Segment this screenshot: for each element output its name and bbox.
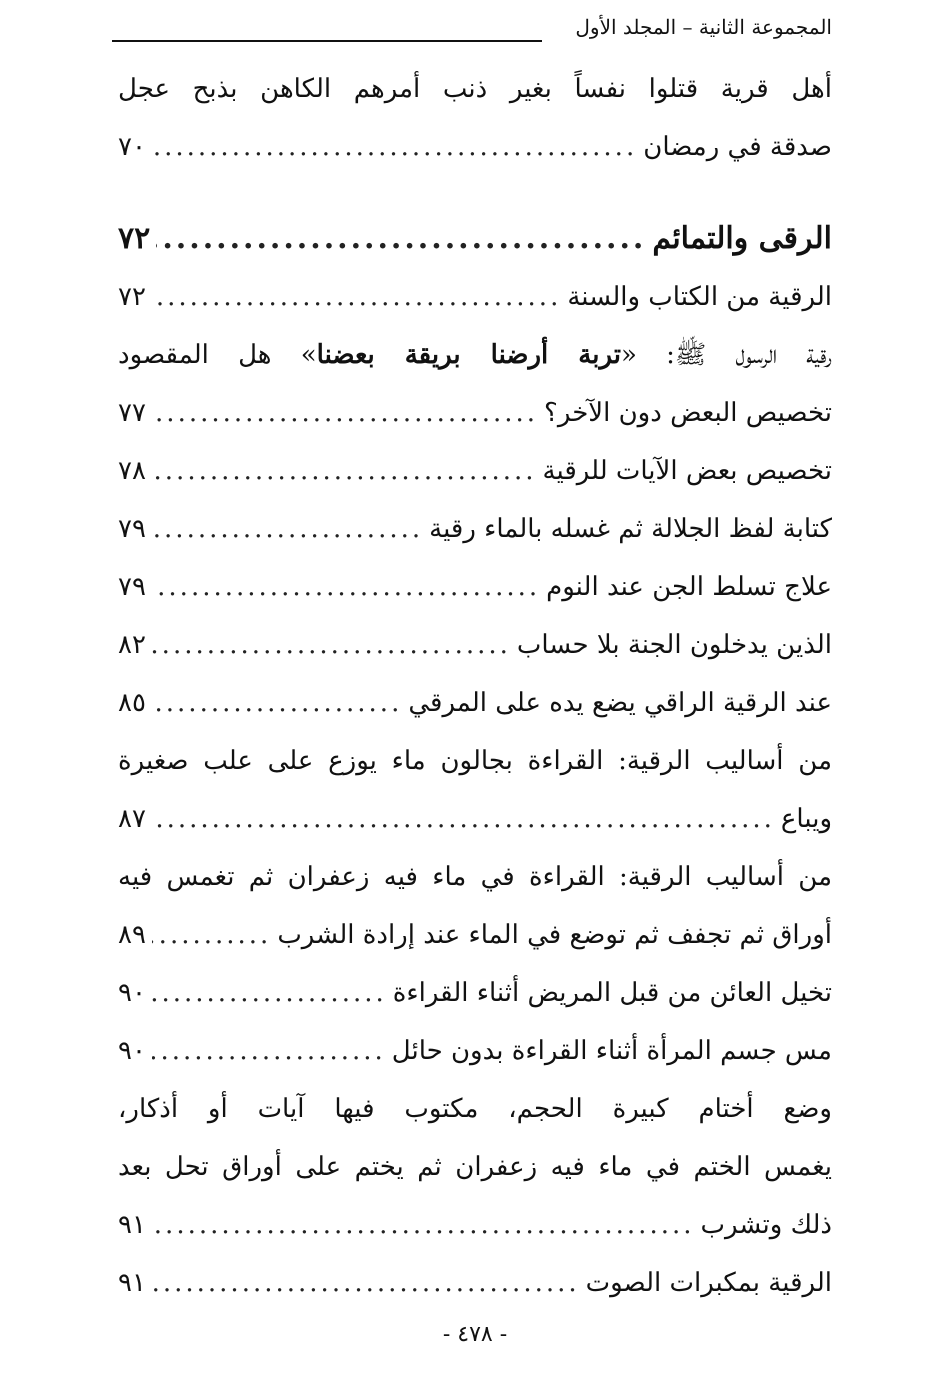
toc-entry-text: علاج تسلط الجن عند النوم xyxy=(546,572,832,602)
toc-entry xyxy=(118,118,832,176)
toc-entry-text: صدقة في رمضان xyxy=(643,132,832,162)
toc-entry-text: تخصيص بعض الآيات للرقية xyxy=(542,456,832,486)
leader-dots xyxy=(156,210,646,268)
toc-entry xyxy=(118,268,832,326)
leader-dots xyxy=(152,906,271,964)
toc-entry xyxy=(118,616,832,674)
toc-entry-text: مس جسم المرأة أثناء القراءة بدون حائل xyxy=(391,1036,832,1066)
text-before-quote: رقية الرسول ﷺ: « xyxy=(621,340,832,370)
toc-entry-text: تخصيص البعض دون الآخر؟ xyxy=(544,398,832,428)
header-rule xyxy=(112,40,542,42)
toc-page-number: ٧٩ xyxy=(118,572,146,602)
toc-page-number: ٧٠ xyxy=(118,132,146,162)
toc-page-number: ٨٧ xyxy=(118,804,146,834)
leader-dots xyxy=(152,1196,695,1254)
toc-page-number: ٧٢ xyxy=(118,282,146,312)
toc-entry xyxy=(118,1254,832,1312)
toc-entry-text: ذلك وتشرب xyxy=(700,1210,832,1240)
toc-entry xyxy=(118,1196,832,1254)
toc-page-number: ٧٩ xyxy=(118,514,146,544)
toc-page-number: ٩٠ xyxy=(118,1036,146,1066)
leader-dots xyxy=(152,384,538,442)
toc-entry-text: الذين يدخلون الجنة بلا حساب xyxy=(516,630,832,660)
toc-page-number: ٧٨ xyxy=(118,456,146,486)
toc-entry-text: من أساليب الرقية: القراءة في ماء فيه زعفران ثم تغمس فيه xyxy=(118,862,832,892)
toc-entry xyxy=(118,1022,832,1080)
toc-entry-text: يغمس الختم في ماء فيه زعفران ثم يختم على أوراق تحل بعد xyxy=(118,1152,832,1182)
toc-entry-text: الرقية من الكتاب والسنة xyxy=(567,282,832,312)
toc-line xyxy=(118,60,832,118)
toc-entry xyxy=(118,442,832,500)
toc-entry xyxy=(118,964,832,1022)
leader-dots xyxy=(152,268,561,326)
hadith-quote: تربة أرضنا بريقة بعضنا xyxy=(316,340,622,370)
toc-line xyxy=(118,326,832,384)
toc-entry-text: ويباع xyxy=(780,804,832,834)
toc-page-number: ٩٠ xyxy=(118,978,146,1008)
toc-page-number: ٨٥ xyxy=(118,688,146,718)
toc-entry-text: تخيل العائن من قبل المريض أثناء القراءة xyxy=(392,978,832,1008)
leader-dots xyxy=(152,790,775,848)
toc-line xyxy=(118,1138,832,1196)
leader-dots xyxy=(152,964,387,1022)
toc-page-number: ٧٢ xyxy=(118,221,151,256)
running-header xyxy=(112,12,832,48)
leader-dots xyxy=(152,118,637,176)
leader-dots xyxy=(152,1022,386,1080)
toc-entry-text: أوراق ثم تجفف ثم توضع في الماء عند إرادة الشرب xyxy=(277,920,832,950)
toc-entry xyxy=(118,674,832,732)
leader-dots xyxy=(152,500,423,558)
toc-page-number: ٨٩ xyxy=(118,920,146,950)
toc-line xyxy=(118,732,832,790)
toc-entry-text xyxy=(118,326,832,384)
toc-line xyxy=(118,1080,832,1138)
leader-dots xyxy=(152,442,537,500)
page-number-footer: - ٤٧٨ - xyxy=(442,1322,508,1347)
toc-section-heading xyxy=(118,210,832,268)
toc-page-number: ٩١ xyxy=(118,1210,146,1240)
leader-dots xyxy=(152,558,540,616)
toc-page-number: ٨٢ xyxy=(118,630,146,660)
toc-entry-text: من أساليب الرقية: القراءة بجالون ماء يوزع على علب صغيرة xyxy=(118,746,832,776)
toc-entry-text: أهل قرية قتلوا نفساً بغير ذنب أمرهم الكاهن بذبح عجل xyxy=(118,74,832,104)
toc-entry xyxy=(118,558,832,616)
leader-dots xyxy=(152,674,402,732)
leader-dots xyxy=(152,616,511,674)
leader-dots xyxy=(152,1254,580,1312)
toc-entry-text: عند الرقية الراقي يضع يده على المرقي xyxy=(408,688,832,718)
toc-page-number: ٧٧ xyxy=(118,398,146,428)
toc-entry xyxy=(118,906,832,964)
section-heading-text: الرقى والتمائم xyxy=(652,221,832,256)
toc-entry-text: وضع أختام كبيرة الحجم، مكتوب فيها آيات أو أذكار، xyxy=(118,1094,832,1124)
toc-entry xyxy=(118,500,832,558)
toc-entry-text: كتابة لفظ الجلالة ثم غسله بالماء رقية xyxy=(429,514,832,544)
toc-entry xyxy=(118,384,832,442)
toc-entry xyxy=(118,790,832,848)
header-title: المجموعة الثانية – المجلد الأول xyxy=(575,15,832,39)
toc-line xyxy=(118,848,832,906)
text-after-quote: » هل المقصود xyxy=(118,340,317,370)
toc-page-number: ٩١ xyxy=(118,1268,146,1298)
toc-entry-text: الرقية بمكبرات الصوت xyxy=(585,1268,832,1298)
